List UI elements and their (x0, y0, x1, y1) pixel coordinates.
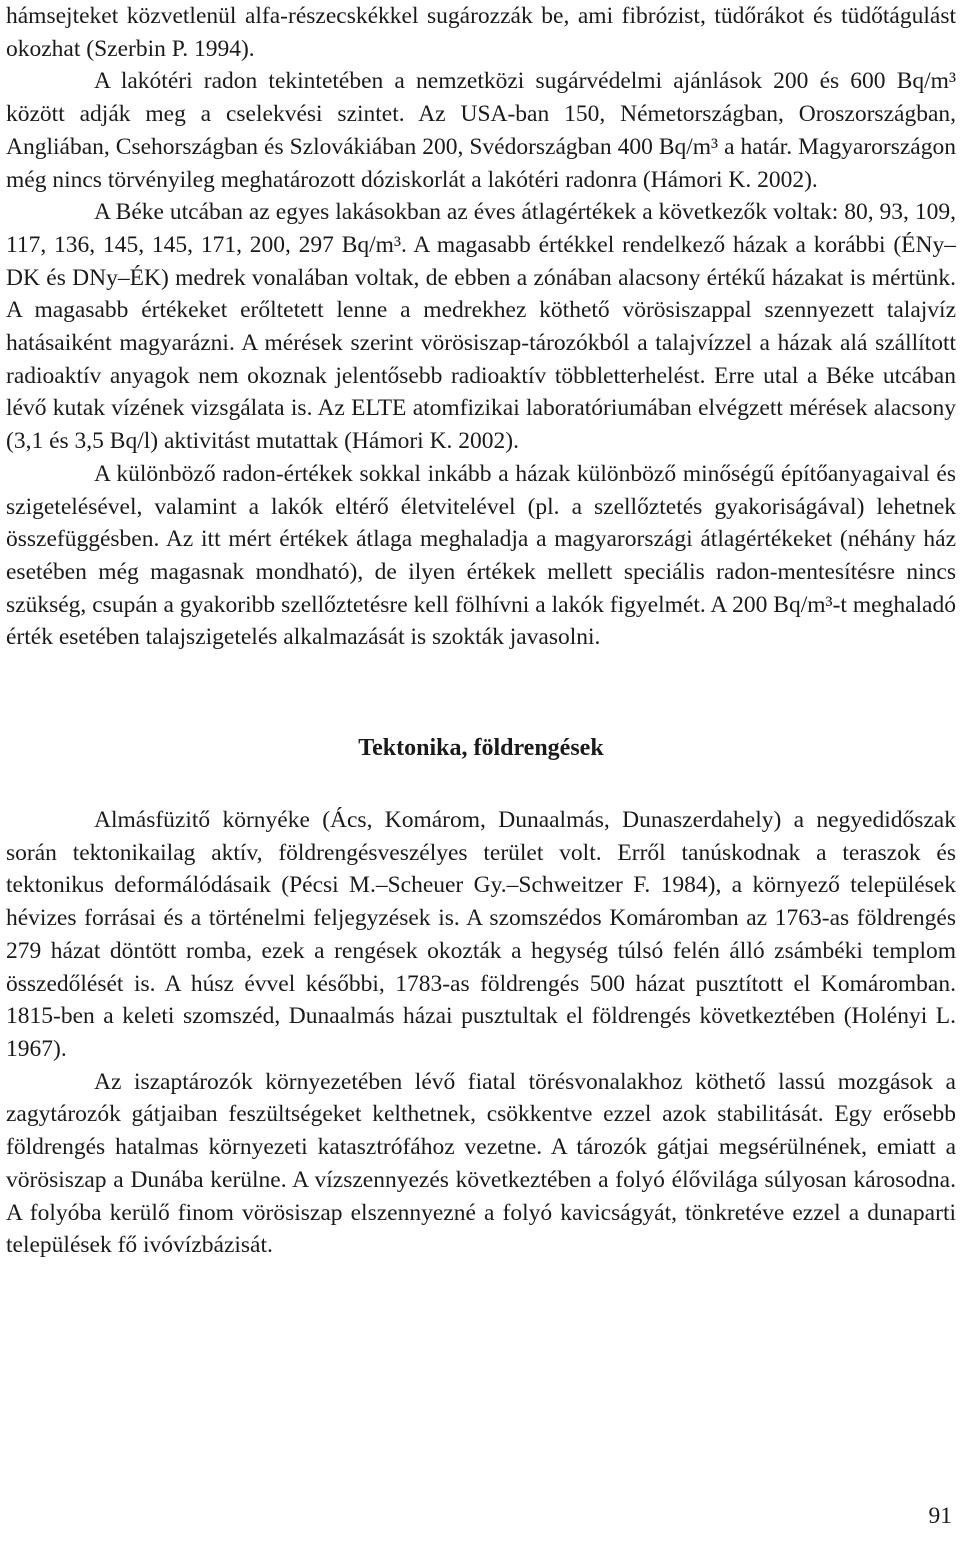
page-body (6, 0, 956, 1262)
heading-spacer (6, 764, 956, 804)
paragraph: hámsejteket közvetlenül alfa-részecskékkel sugározzák be, ami fibrózist, tüdőrákot és tüdőtágulást okozhat (Szerbin P. 1994). (6, 3, 956, 62)
paragraph: Almásfüzitő környéke (Ács, Komárom, Dunaalmás, Dunaszerdahely) a negyedidőszak során tektonikailag aktív, földrengésveszélyes terület volt. Erről tanúskodnak a teraszok és tektonikus deformálódásaik (Pécsi M.–Scheuer Gy.–Schweitzer F. 1984), a környező települések hévizes forrásai és a történelmi feljegyzések is. A szomszédos Komáromban az 1763-as földrengés 279 házat döntött romba, ezek a rengések okozták a hegység túlsó felén álló zsámbéki templom összedőlését is. A húsz évvel későbbi, 1783-as földrengés 500 házat pusztított el Komáromban. 1815-ben a keleti szomszéd, Dunaalmás házai pusztultak el földrengés következtében (Holényi L. 1967). (6, 807, 956, 1062)
paragraph: A különböző radon-értékek sokkal inkább a házak különböző minőségű építőanyagaival és szigetelésével, valamint a lakók eltérő életvitelével (pl. a szellőztetés gyakoriságával) lehetnek összefüggésben. Az itt mért értékek átlaga meghaladja a magyarországi átlagértékeket (néhány ház esetében még magasnak mondható), de ilyen értékek mellett speciális radon-mentesítésre nincs szükség, csupán a gyakoribb szellőztetésre kell fölhívni a lakók figyelmét. A 200 Bq/m³-t meghaladó érték esetében talajszigetelés alkalmazását is szokták javasolni. (6, 460, 956, 651)
section-heading: Tektonika, földrengések (358, 735, 604, 762)
paragraph: A lakótéri radon tekintetében a nemzetközi sugárvédelmi ajánlások 200 és 600 Bq/m³ között adják meg a cselekvési szintet. Az USA-ban 150, Németországban, Oroszországban, Angliában, Csehországban és Szlovákiában 200, Svédországban 400 Bq/m³ a határ. Magyarországon még nincs törvényileg meghatározott dóziskorlát a lakótéri radonra (Hámori K. 2002). (6, 68, 956, 193)
paragraph: Az iszaptározók környezetében lévő fiatal törésvonalakhoz köthető lassú mozgások a zagytározók gátjaiban feszültségeket kelthetnek, csökkentve ezzel azok stabilitását. Egy erősebb földrengés hatalmas környezeti katasztrófához vezetne. A tározók gátjai megsérülnének, emiatt a vörösiszap a Dunába kerülne. A vízszennyezés következtében a folyó élővilága súlyosan károsodna. A folyóba kerülő finom vörösiszap elszennyezné a folyó kavicságyát, tönkretéve ezzel a dunaparti települések fő ivóvízbázisát. (6, 1068, 956, 1259)
paragraph: A Béke utcában az egyes lakásokban az éves átlagértékek a következők voltak: 80, 93, 109, 117, 136, 145, 145, 171, 200, 297 Bq/m³. A magasabb értékkel rendelkező házak a korábbi (ÉNy–DK és DNy–ÉK) medrek vonalában voltak, de ebben a zónában alacsony értékű házakat is mértünk. A magasabb értékeket erőltetett lenne a medrekhez köthető vörösiszappal szennyezett talajvíz hatásaiként magyarázni. A mérések szerint vörösiszap-tározókból a talajvízzel a házak alá szállított radioaktív anyagok nem okoznak jelentősebb radioaktív többletterhelést. Erre utal a Béke utcában lévő kutak vízének vizsgálata is. Az ELTE atomfizikai laboratóriumában elvégzett mérések alacsony (3,1 és 3,5 Bq/l) aktivitást mutattak (Hámori K. 2002). (6, 199, 956, 455)
page-number: 91 (928, 1503, 952, 1529)
section-spacer (6, 654, 956, 732)
